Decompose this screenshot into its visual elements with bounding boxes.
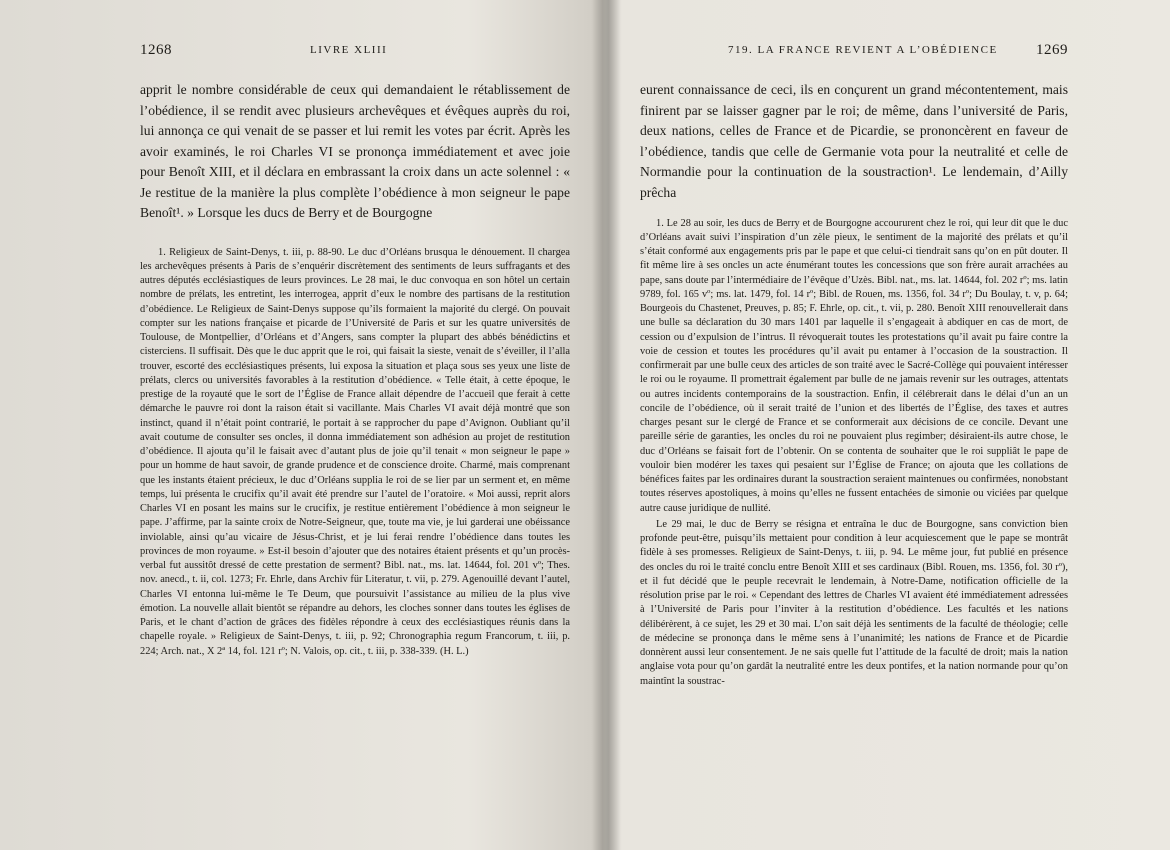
right-footnote-paragraph-1: 1. Le 28 au soir, les ducs de Berry et de Bourgogne accoururent chez le roi, qui leur dit que le duc d’Orléans avait suivi l’inspiration d’un zèle pieux, le sentiment de la majorité des prélats et qu’il s’était conformé aux engagements pris par le pape et que celui-ci tiendrait sans qu’on en pût douter. Il fit même lire à ses oncles un acte énumérant toutes les concessions que son frère aurait arrachées au pape, sans doute par l’intermédiaire de l’évêque d’Uzès. Bibl. nat., ms. lat. 14644, fol. 202 rº; ms. latin 9789, fol. 165 vº; ms. lat. 1479, fol. 14 rº; Bibl. de Rouen, ms. 1356, fol. 34 rº; Du Boulay, t. v, p. 64; Bourgeois du Chastenet, Preuves, p. 85; F. Ehrle, op. cit., t. vii, p. 280. Benoît XIII renouvellerait dans une bulle sa déclaration du 30 mars 1401 par laquelle il s’engageait à abdiquer en cas de mort, de cession ou d’expulsion de l’intrus. Il révoquerait toutes les protestations qu’il avait pu faire contre la voie de cession et toutes les procédures qu’il avait pu entamer à l’occasion de la soustraction. Il confirmerait par une bulle ceux des articles de son traité avec le Sacré-Collège qui pouvaient intéresser le roi ou le royaume. Il promettrait également par bulle de ne jamais revenir sur les outrages, attentats ou autres incidents contemporains de la soustraction. Enfin, il célébrerait dans le délai d’un an un concile de l’obédience, où il serait traité de l’union et des libertés de l’Église, des taxes et autres charges pesant sur le clergé de France et se conformerait aux décisions de ce concile. Devant une pareille série de garanties, les oncles du roi ne pouvaient plus regimber; désiraient-ils autre chose, le duc d’Orléans se faisait fort de l’obtenir. On se contenta de souhaiter que le roi suppliât le pape de vouloir bien modérer les taxes qui pesaient sur l’Église de France; on ajouta que les collations de bénéfices faites par les ordinaires durant la soustraction seraient maintenues ou confirmées, nonobstant toutes réserves apostoliques, à moins qu’elles ne fussent entachées de simonie ou viciées par quelque autre cause juridique de nullité. — [640, 217, 1068, 514]
left-page — [140, 40, 570, 659]
left-footnote: 1. Religieux de Saint-Denys, t. iii, p. 88-90. Le duc d’Orléans brusqua le dénouement. Il chargea les archevêques présents à Paris de s’enquérir discrètement des sentiments de leurs suffragants et des autres députés ecclésiastiques de leurs provinces. Le 28 mai, le duc convoqua en son hôtel un certain nombre de prélats, les entretint, les interrogea, apprit d’eux le nombre des partisans de la restitution d’obédience. Le Religieux de Saint-Denys suppose qu’ils formaient la majorité du clergé. On pouvait compter sur les nations française et picarde de l’Université de Paris et sur les quatre universités de Toulouse, de Montpellier, d’Orléans et d’Angers, sans compter la plupart des abbés bénédictins et cisterciens. Il suffisait. Dès que le duc apprit que le roi, qui faisait la sieste, venait de s’éveiller, il l’alla trouver, escorté des ecclésiastiques présents, lui exposa la situation et plaça sous ses yeux une liste de prélats, clercs ou universités favorables à la restitution d’obédience. « Telle était, à cette époque, le prestige de la royauté que le sort de l’Église de France allait dépendre de l’accueil que ferait à cette démarche le pauvre roi dont la raison était si vacillante. Mais Charles VI avait déjà montré que son instinct, quand il n’était point contrarié, le portait à se rapprocher du pape d’Avignon. Oubliant qu’il avait coutume de consulter ses oncles, il donna immédiatement son adhésion au projet de restitution d’obédience. Il ajouta qu’il le faisait avec d’autant plus de joie qu’il tenait « mon seigneur le pape » pour un homme de haut savoir, de grande prudence et de conscience droite. Charmé, mais comprenant que les instants étaient précieux, le duc d’Orléans supplia le roi de se lier par un serment et, en même temps, lui présenta le crucifix qu’il avait été prendre sur l’autel de l’oratoire. « Moi aussi, reprit alors Charles VI en posant les mains sur le crucifix, je restitue entièrement l’obédience à mon seigneur le pape. J’affirme, par la sainte croix de Notre-Seigneur, que, toute ma vie, je lui garderai une obéissance inviolable, ainsi qu’au vicaire de Jésus-Christ, et je lui ferai rendre l’obédience dans toutes les provinces de mon royaume. » Est-il besoin d’ajouter que des notaires étaient présents et qu’un procès-verbal fut aussitôt dressé de cette prestation de serment? Bibl. nat., ms. lat. 14644, fol. 201 vº; Thes. nov. anecd., t. ii, col. 1273; Fr. Ehrle, dans Archiv für Literatur, t. vii, p. 279. Agenouillé devant l’autel, Charles VI entonna lui-même le Te Deum, que poursuivit l’assistance au milieu de la plus vive émotion. La nouvelle allait bientôt se répandre au dehors, les cloches sonner dans toutes les églises de Paris, et le chant d’action de grâces des fidèles répondre à ceux des ecclésiastiques réunis dans la chapelle royale. » Religieux de Saint-Denys, t. iii, p. 92; Chronographia regum Francorum, t. iii, p. 224; Arch. nat., X 2ª 14, fol. 121 rº; N. Valois, op. cit., t. iii, p. 338-339. (H. L.) — [140, 246, 570, 657]
right-running-title: 719. LA FRANCE REVIENT A L’OBÉDIENCE — [728, 44, 998, 56]
left-running-title: LIVRE XLIII — [310, 44, 388, 56]
right-body-text: eurent connaissance de ceci, ils en conçurent un grand mécontentement, mais finirent par se laisser gagner par le roi; de même, dans l’université de Paris, deux nations, celles de France et de Picardie, se prononcèrent en faveur de l’obédience, tandis que celle de Germanie vota pour la neutralité et celle de Normandie pour la continuation de la soustraction¹. Le lendemain, d’Ailly prêcha — [640, 82, 1068, 200]
right-page-number: 1269 — [1036, 42, 1068, 58]
left-page-number: 1268 — [140, 42, 172, 58]
left-running-head — [140, 40, 570, 62]
right-footnote — [640, 217, 1068, 689]
right-running-head — [640, 40, 1068, 62]
right-footnote-paragraph-2: Le 29 mai, le duc de Berry se résigna et entraîna le duc de Bourgogne, sans conviction bien profonde peut-être, puisqu’ils mettaient pour condition à leur acquiescement que le pape se montrât fidèle à ses promesses. Religieux de Saint-Denys, t. iii, p. 94. Le même jour, fut publié en présence des oncles du roi le traité conclu entre Benoît XIII et ses cardinaux (Bibl. Rouen, ms. 1356, fol. 30 rº), et il fut décidé que le peuple recevrait le lendemain, à Notre-Dame, notification officielle de la résolution prise par le roi. « Cependant des lettres de Charles VI avaient été immédiatement adressées à l’Université de Paris pour l’inviter à la restitution d’obédience. Les facultés et les nations délibérèrent, à ce sujet, les 29 et 30 mai. L’on sait déjà les sentiments de la faculté de théologie; celle de médecine se prononça dans le même sens à l’unanimité; les nations de France et de Picardie donnèrent aussi leur consentement. Je ne sais quelle fut l’attitude de la faculté de droit; mais la nation anglaise vota pour qu’on gardât la neutralité entre les deux pontifes, et la nation normande pour qu’on maintînt la soustrac- — [640, 518, 1068, 687]
right-page — [640, 40, 1068, 691]
left-body-text: apprit le nombre considérable de ceux qui demandaient le rétablissement de l’obédience, il se rendit avec plusieurs archevêques et évêques auprès du roi, lui annonça ce qui venait de se passer et lui remit les votes par écrit. Après les avoir examinés, le roi Charles VI se prononça immédiatement et avec joie pour Benoît XIII, et il déclara en embrassant la croix dans un acte solennel : « Je restitue de la manière la plus complète l’obédience à mon seigneur le pape Benoît¹. » Lorsque les ducs de Berry et de Bourgogne — [140, 82, 570, 220]
book-gutter — [592, 0, 622, 850]
